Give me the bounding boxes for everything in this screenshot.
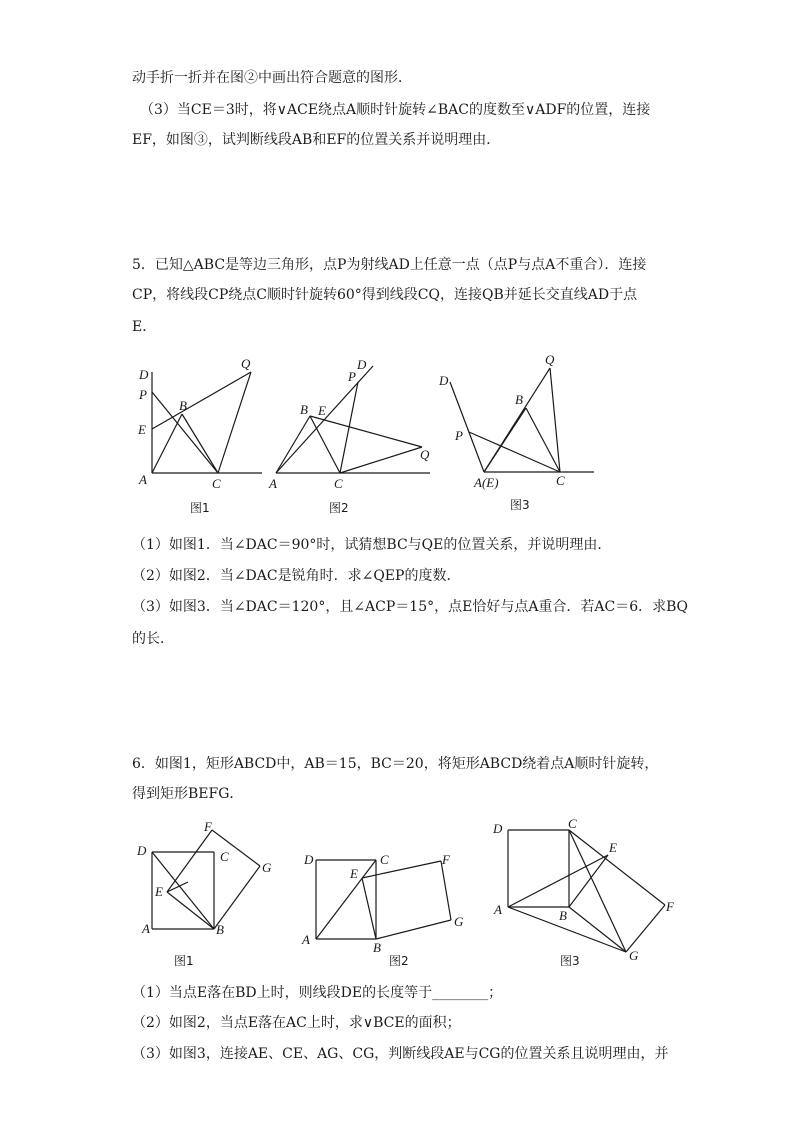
label-G: G xyxy=(454,914,464,929)
label-Q: Q xyxy=(545,352,555,367)
label-B: B xyxy=(559,908,567,923)
q5-fig2-caption: 图2 xyxy=(329,501,349,515)
q5-figure-2 xyxy=(262,352,437,520)
label-A: A xyxy=(302,932,310,947)
label-P: P xyxy=(348,369,356,384)
label-D: D xyxy=(493,821,503,836)
q5-line-3: E． xyxy=(132,319,157,335)
q6-fig3-caption: 图3 xyxy=(560,954,580,968)
q5-sub3-a: （3）如图3．当∠DAC＝120°，且∠ACP＝15°，点E恰好与点A重合．若AC＝6．求BQ xyxy=(132,599,688,615)
q4-line-3: EF，如图③，试判断线段AB和EF的位置关系并说明理由． xyxy=(132,132,501,148)
q5-sub2: （2）如图2．当∠DAC是锐角时．求∠QEP的度数． xyxy=(132,568,461,584)
q6-sub3: （3）如图3，连接AE、CE、AG、CG，判断线段AE与CG的位置关系且说明理由，并 xyxy=(132,1046,669,1062)
q6-sub2: （2）如图2，当点E落在AC上时，求∨BCE的面积； xyxy=(132,1015,461,1031)
q6-line-2: 得到矩形BEFG． xyxy=(132,786,244,802)
label-P: P xyxy=(455,428,463,443)
label-B: B xyxy=(216,922,224,937)
label-C: C xyxy=(380,852,389,867)
label-B: B xyxy=(179,398,187,413)
q5-sub3-b: 的长． xyxy=(132,631,174,647)
label-B: B xyxy=(515,392,523,407)
q6-fig2-caption: 图2 xyxy=(389,954,409,968)
label-F: F xyxy=(204,819,212,834)
label-A: A xyxy=(142,921,150,936)
q4-line-2: （3）当CE＝3时，将∨ACE绕点A顺时针旋转∠BAC的度数至∨ADF的位置，连接 xyxy=(140,102,651,118)
q6-sub1: （1）当点E落在BD上时，则线段DE的长度等于________； xyxy=(132,985,503,1001)
label-D: D xyxy=(357,357,367,372)
label-C: C xyxy=(568,816,577,831)
label-C: C xyxy=(212,476,221,491)
q4-line-1: 动手折一折并在图②中画出符合题意的图形． xyxy=(132,70,412,86)
label-D: D xyxy=(304,852,314,867)
label-C: C xyxy=(334,476,343,491)
q6-figure-2 xyxy=(296,818,476,974)
q5-line-2: CP，将线段CP绕点C顺时针旋转60°得到线段CQ，连接QB并延长交直线AD于点 xyxy=(132,287,638,303)
q5-sub1: （1）如图1．当∠DAC＝90°时，试猜想BC与QE的位置关系，并说明理由． xyxy=(132,537,612,553)
label-E: E xyxy=(609,840,617,855)
label-G: G xyxy=(629,948,639,963)
label-D: D xyxy=(137,843,147,858)
label-Q: Q xyxy=(420,447,430,462)
label-D: D xyxy=(439,373,449,388)
q5-fig1-caption: 图1 xyxy=(190,501,210,515)
label-Q: Q xyxy=(241,356,251,371)
q5-figure-3 xyxy=(436,350,601,520)
label-A: A xyxy=(269,476,277,491)
label-D: D xyxy=(139,367,149,382)
label-F: F xyxy=(666,899,674,914)
q6-fig1-caption: 图1 xyxy=(174,954,194,968)
q5-fig3-caption: 图3 xyxy=(510,498,530,512)
q5-figure-1 xyxy=(130,352,270,520)
label-B: B xyxy=(300,402,308,417)
label-E: E xyxy=(318,403,326,418)
label-E: E xyxy=(350,866,358,881)
label-C: C xyxy=(556,473,565,488)
label-G: G xyxy=(262,860,272,875)
label-A: A xyxy=(139,472,147,487)
label-C: C xyxy=(220,849,229,864)
label-E: E xyxy=(138,422,146,437)
label-A: A xyxy=(494,902,502,917)
label-F: F xyxy=(442,852,450,867)
label-E: E xyxy=(155,884,163,899)
q6-line-1: 6．如图1，矩形ABCD中，AB＝15，BC＝20，将矩形ABCD绕着点A顺时针旋转， xyxy=(132,756,659,772)
label-B: B xyxy=(373,940,381,955)
label-A-E: A(E) xyxy=(474,475,499,490)
q5-line-1: 5．已知△ABC是等边三角形，点P为射线AD上任意一点（点P与点A不重合）．连接 xyxy=(132,257,647,273)
q6-figure-1 xyxy=(132,814,282,974)
q6-figure-3 xyxy=(490,814,685,974)
label-P: P xyxy=(139,387,147,402)
